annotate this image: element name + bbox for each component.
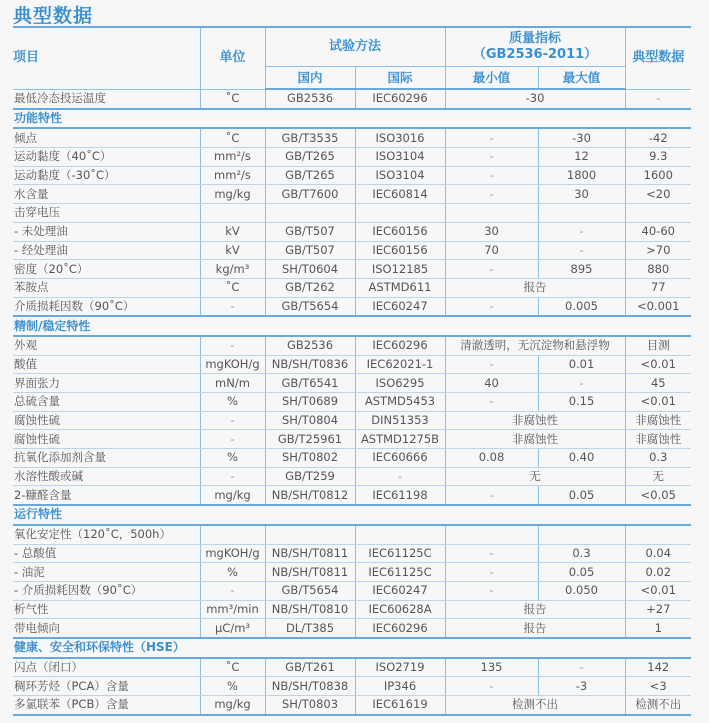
- cell-item: - 未处理油: [13, 222, 200, 241]
- cell-international-method: ISO12185: [355, 260, 445, 279]
- cell-min: -: [445, 393, 538, 412]
- cell-unit: [200, 525, 265, 544]
- cell-min: -: [445, 260, 538, 279]
- table-row: [13, 677, 691, 696]
- cell-item: 闪点（闭口）: [13, 658, 200, 677]
- cell-max: 0.050: [538, 581, 625, 600]
- cell-domestic-method: [265, 525, 355, 544]
- section-row: [13, 505, 691, 525]
- cell-max: [538, 525, 625, 544]
- header-quality-index-line1: 质量指标: [509, 31, 562, 46]
- cell-max: 30: [538, 185, 625, 204]
- cell-item: - 总酸值: [13, 544, 200, 563]
- table-body: [13, 89, 691, 715]
- table-row: [13, 355, 691, 374]
- cell-max: -: [538, 222, 625, 241]
- cell-typical: +27: [625, 600, 691, 619]
- cell-domestic-method: GB/T7600: [265, 185, 355, 204]
- cell-domestic-method: NB/SH/T0836: [265, 355, 355, 374]
- cell-max: 0.40: [538, 449, 625, 468]
- cell-min: -: [445, 185, 538, 204]
- cell-unit: ˚C: [200, 278, 265, 297]
- header-unit: 单位: [200, 27, 265, 89]
- cell-typical: 40-60: [625, 222, 691, 241]
- cell-domestic-method: SH/T0604: [265, 260, 355, 279]
- cell-typical: 45: [625, 374, 691, 393]
- cell-international-method: IEC60296: [355, 89, 445, 109]
- cell-quality-index-merged: 非腐蚀性: [445, 430, 625, 449]
- cell-unit: kV: [200, 241, 265, 260]
- cell-domestic-method: SH/T0803: [265, 696, 355, 715]
- cell-min: -: [445, 128, 538, 147]
- cell-unit: %: [200, 563, 265, 582]
- table-row: [13, 563, 691, 582]
- cell-unit: %: [200, 449, 265, 468]
- table-row: [13, 544, 691, 563]
- cell-domestic-method: NB/SH/T0838: [265, 677, 355, 696]
- cell-unit: mgKOH/g: [200, 355, 265, 374]
- cell-international-method: ISO3104: [355, 166, 445, 185]
- table-row: [13, 411, 691, 430]
- cell-international-method: -: [355, 467, 445, 486]
- cell-min: 40: [445, 374, 538, 393]
- cell-domestic-method: GB2536: [265, 336, 355, 355]
- cell-unit: mm³/min: [200, 600, 265, 619]
- header-international: 国际: [355, 67, 445, 90]
- section-label: 功能特性: [13, 109, 691, 129]
- table-row: [13, 128, 691, 147]
- cell-typical: 非腐蚀性: [625, 430, 691, 449]
- cell-domestic-method: SH/T0804: [265, 411, 355, 430]
- table-row: [13, 430, 691, 449]
- cell-domestic-method: SH/T0802: [265, 449, 355, 468]
- cell-unit: -: [200, 297, 265, 316]
- cell-item: 水含量: [13, 185, 200, 204]
- cell-max: [538, 204, 625, 223]
- table-row: [13, 278, 691, 297]
- table-row: [13, 525, 691, 544]
- cell-unit: mm²/s: [200, 148, 265, 167]
- table-row: [13, 486, 691, 505]
- cell-quality-index-merged: 报告: [445, 278, 625, 297]
- cell-international-method: IEC60628A: [355, 600, 445, 619]
- cell-domestic-method: GB/T507: [265, 241, 355, 260]
- header-item: 项目: [13, 27, 200, 89]
- cell-typical: <0.05: [625, 486, 691, 505]
- cell-unit: -: [200, 430, 265, 449]
- table-row: [13, 449, 691, 468]
- cell-item: 水溶性酸或碱: [13, 467, 200, 486]
- cell-typical: <0.01: [625, 581, 691, 600]
- cell-unit: -: [200, 411, 265, 430]
- cell-item: 酸值: [13, 355, 200, 374]
- table-row: [13, 89, 691, 109]
- cell-international-method: ISO2719: [355, 658, 445, 677]
- cell-international-method: IEC62021-1: [355, 355, 445, 374]
- cell-item: 腐蚀性硫: [13, 430, 200, 449]
- table-row: [13, 581, 691, 600]
- cell-typical: >70: [625, 241, 691, 260]
- cell-domestic-method: GB/T6541: [265, 374, 355, 393]
- cell-unit: mgKOH/g: [200, 544, 265, 563]
- cell-typical: 无: [625, 467, 691, 486]
- header-test-method: 试验方法: [265, 27, 445, 67]
- cell-unit: kV: [200, 222, 265, 241]
- cell-international-method: ASTMD5453: [355, 393, 445, 412]
- section-row: [13, 638, 691, 658]
- cell-domestic-method: [265, 204, 355, 223]
- cell-unit: [200, 204, 265, 223]
- cell-international-method: IEC61125C: [355, 563, 445, 582]
- cell-unit: mg/kg: [200, 185, 265, 204]
- cell-item: 介质损耗因数（90˚C）: [13, 297, 200, 316]
- cell-item: - 介质损耗因数（90˚C）: [13, 581, 200, 600]
- cell-international-method: IEC60247: [355, 581, 445, 600]
- cell-min: 135: [445, 658, 538, 677]
- cell-international-method: ASTMD1275B: [355, 430, 445, 449]
- cell-typical: 0.3: [625, 449, 691, 468]
- cell-max: 895: [538, 260, 625, 279]
- cell-international-method: ASTMD611: [355, 278, 445, 297]
- cell-domestic-method: NB/SH/T0811: [265, 563, 355, 582]
- cell-max: 0.01: [538, 355, 625, 374]
- cell-item: 最低冷态投运温度: [13, 89, 200, 109]
- cell-typical: -42: [625, 128, 691, 147]
- cell-max: -: [538, 241, 625, 260]
- cell-international-method: IEC60296: [355, 336, 445, 355]
- cell-max: -3: [538, 677, 625, 696]
- cell-quality-index-merged: 检测不出: [445, 696, 625, 715]
- table-row: [13, 241, 691, 260]
- cell-unit: -: [200, 336, 265, 355]
- cell-item: 抗氧化添加剂含量: [13, 449, 200, 468]
- table-row: [13, 297, 691, 316]
- cell-domestic-method: GB/T262: [265, 278, 355, 297]
- table-row: [13, 393, 691, 412]
- cell-domestic-method: NB/SH/T0810: [265, 600, 355, 619]
- section-label: 运行特性: [13, 505, 691, 525]
- cell-international-method: [355, 525, 445, 544]
- cell-max: -30: [538, 128, 625, 147]
- cell-typical: 检测不出: [625, 696, 691, 715]
- table-header: [13, 27, 691, 89]
- cell-item: - 经处理油: [13, 241, 200, 260]
- cell-max: -: [538, 658, 625, 677]
- cell-domestic-method: GB2536: [265, 89, 355, 109]
- cell-domestic-method: GB/T261: [265, 658, 355, 677]
- table-row: [13, 374, 691, 393]
- table-row: [13, 658, 691, 677]
- cell-quality-index-merged: 清澈透明，无沉淀物和悬浮物: [445, 336, 625, 355]
- cell-max: 12: [538, 148, 625, 167]
- cell-international-method: DIN51353: [355, 411, 445, 430]
- cell-item: 密度（20˚C）: [13, 260, 200, 279]
- cell-min: -: [445, 166, 538, 185]
- table-row: [13, 696, 691, 715]
- cell-item: - 油泥: [13, 563, 200, 582]
- cell-domestic-method: SH/T0689: [265, 393, 355, 412]
- cell-international-method: IEC61619: [355, 696, 445, 715]
- cell-min: 0.08: [445, 449, 538, 468]
- typical-data-table-wrapper: [13, 26, 691, 716]
- cell-item: 击穿电压: [13, 204, 200, 223]
- table-row: [13, 222, 691, 241]
- header-quality-index: [445, 27, 625, 67]
- cell-max: -: [538, 374, 625, 393]
- cell-max: 0.005: [538, 297, 625, 316]
- typical-data-table: [13, 26, 691, 716]
- cell-item: 倾点: [13, 128, 200, 147]
- cell-domestic-method: NB/SH/T0812: [265, 486, 355, 505]
- table-row: [13, 260, 691, 279]
- cell-unit: μC/m³: [200, 619, 265, 638]
- cell-min: -: [445, 355, 538, 374]
- cell-unit: -: [200, 467, 265, 486]
- cell-domestic-method: GB/T3535: [265, 128, 355, 147]
- cell-domestic-method: NB/SH/T0811: [265, 544, 355, 563]
- table-row: [13, 185, 691, 204]
- cell-typical: 目测: [625, 336, 691, 355]
- cell-typical: <0.001: [625, 297, 691, 316]
- cell-unit: mg/kg: [200, 696, 265, 715]
- cell-international-method: ISO3016: [355, 128, 445, 147]
- cell-international-method: ISO3104: [355, 148, 445, 167]
- cell-typical: 0.04: [625, 544, 691, 563]
- cell-international-method: [355, 204, 445, 223]
- cell-international-method: IEC61125C: [355, 544, 445, 563]
- cell-item: 2-糠醛含量: [13, 486, 200, 505]
- cell-item: 界面张力: [13, 374, 200, 393]
- cell-unit: mg/kg: [200, 486, 265, 505]
- cell-item: 运动黏度（-30˚C）: [13, 166, 200, 185]
- cell-domestic-method: GB/T507: [265, 222, 355, 241]
- cell-domestic-method: GB/T5654: [265, 581, 355, 600]
- cell-typical: 0.02: [625, 563, 691, 582]
- cell-item: 总硫含量: [13, 393, 200, 412]
- cell-typical: 142: [625, 658, 691, 677]
- cell-typical: 1: [625, 619, 691, 638]
- cell-unit: kg/m³: [200, 260, 265, 279]
- cell-item: 腐蚀性硫: [13, 411, 200, 430]
- cell-min: 70: [445, 241, 538, 260]
- cell-item: 稠环芳烃（PCA）含量: [13, 677, 200, 696]
- cell-typical: 非腐蚀性: [625, 411, 691, 430]
- cell-min: -: [445, 297, 538, 316]
- cell-min: [445, 525, 538, 544]
- cell-international-method: IEC60296: [355, 619, 445, 638]
- cell-international-method: IEC60814: [355, 185, 445, 204]
- cell-international-method: IP346: [355, 677, 445, 696]
- cell-unit: ˚C: [200, 89, 265, 109]
- cell-unit: %: [200, 393, 265, 412]
- table-row: [13, 204, 691, 223]
- section-label: 健康、安全和环保特性（HSE）: [13, 638, 691, 658]
- cell-unit: %: [200, 677, 265, 696]
- cell-quality-index-merged: -30: [445, 89, 625, 109]
- section-row: [13, 109, 691, 129]
- cell-min: [445, 204, 538, 223]
- section-label: 精制/稳定特性: [13, 316, 691, 336]
- cell-domestic-method: GB/T259: [265, 467, 355, 486]
- cell-min: -: [445, 486, 538, 505]
- cell-quality-index-merged: 报告: [445, 600, 625, 619]
- cell-quality-index-merged: 无: [445, 467, 625, 486]
- cell-typical: <0.01: [625, 355, 691, 374]
- cell-item: 带电倾向: [13, 619, 200, 638]
- cell-quality-index-merged: 非腐蚀性: [445, 411, 625, 430]
- cell-typical: 1600: [625, 166, 691, 185]
- cell-typical: [625, 204, 691, 223]
- table-row: [13, 148, 691, 167]
- page-title: 典型数据: [13, 5, 94, 27]
- cell-typical: <3: [625, 677, 691, 696]
- table-row: [13, 619, 691, 638]
- cell-international-method: IEC60666: [355, 449, 445, 468]
- cell-min: -: [445, 677, 538, 696]
- header-max: 最大值: [538, 67, 625, 90]
- table-row: [13, 166, 691, 185]
- cell-unit: mN/m: [200, 374, 265, 393]
- cell-min: -: [445, 563, 538, 582]
- cell-typical: -: [625, 89, 691, 109]
- cell-unit: ˚C: [200, 128, 265, 147]
- cell-item: 析气性: [13, 600, 200, 619]
- cell-min: -: [445, 544, 538, 563]
- cell-unit: mm²/s: [200, 166, 265, 185]
- header-min: 最小值: [445, 67, 538, 90]
- table-row: [13, 600, 691, 619]
- cell-min: -: [445, 148, 538, 167]
- cell-international-method: IEC61198: [355, 486, 445, 505]
- cell-unit: ˚C: [200, 658, 265, 677]
- cell-item: 外观: [13, 336, 200, 355]
- cell-typical: <20: [625, 185, 691, 204]
- cell-domestic-method: GB/T25961: [265, 430, 355, 449]
- cell-max: 0.3: [538, 544, 625, 563]
- cell-item: 氧化安定性（120˚C，500h）: [13, 525, 200, 544]
- header-quality-index-line2: （GB2536-2011）: [472, 47, 598, 62]
- cell-domestic-method: GB/T5654: [265, 297, 355, 316]
- cell-max: 0.05: [538, 563, 625, 582]
- cell-min: -: [445, 581, 538, 600]
- cell-international-method: IEC60156: [355, 241, 445, 260]
- cell-min: 30: [445, 222, 538, 241]
- cell-typical: 880: [625, 260, 691, 279]
- table-row: [13, 467, 691, 486]
- header-typical: 典型数据: [625, 27, 691, 89]
- cell-typical: 9.3: [625, 148, 691, 167]
- cell-item: 运动黏度（40˚C）: [13, 148, 200, 167]
- cell-domestic-method: DL/T385: [265, 619, 355, 638]
- cell-max: 0.05: [538, 486, 625, 505]
- cell-item: 多氯联苯（PCB）含量: [13, 696, 200, 715]
- header-domestic: 国内: [265, 67, 355, 90]
- cell-typical: [625, 525, 691, 544]
- table-row: [13, 336, 691, 355]
- cell-quality-index-merged: 报告: [445, 619, 625, 638]
- cell-unit: -: [200, 581, 265, 600]
- cell-domestic-method: GB/T265: [265, 148, 355, 167]
- cell-typical: 77: [625, 278, 691, 297]
- cell-max: 1800: [538, 166, 625, 185]
- cell-international-method: IEC60247: [355, 297, 445, 316]
- cell-domestic-method: GB/T265: [265, 166, 355, 185]
- cell-international-method: ISO6295: [355, 374, 445, 393]
- cell-international-method: IEC60156: [355, 222, 445, 241]
- section-row: [13, 316, 691, 336]
- cell-item: 苯胺点: [13, 278, 200, 297]
- cell-typical: <0.01: [625, 393, 691, 412]
- cell-max: 0.15: [538, 393, 625, 412]
